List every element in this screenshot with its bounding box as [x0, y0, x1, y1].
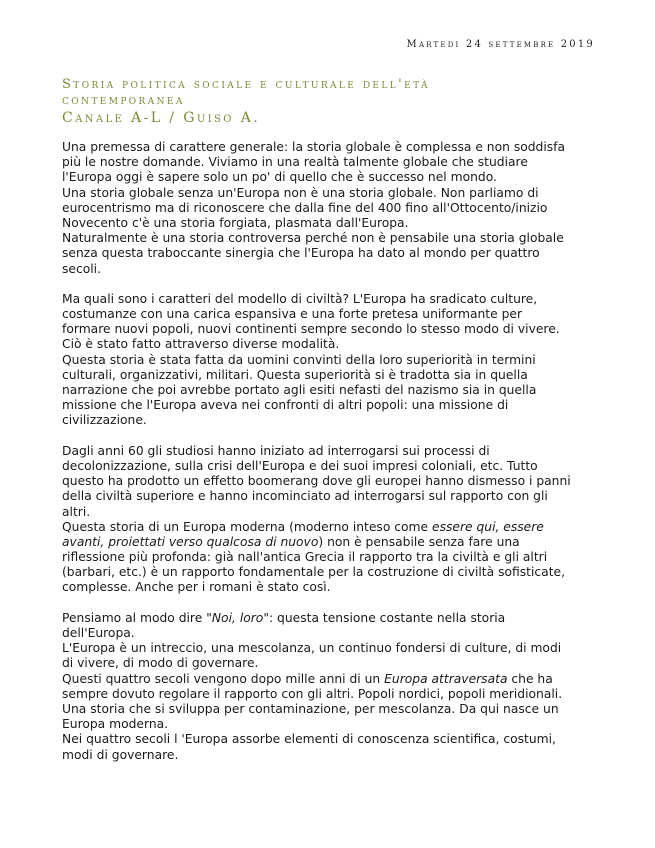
text-line: narrazione che poi avrebbe portato agli esiti nefasti del nazismo sia in quella	[62, 383, 537, 397]
text-line: Una storia che si sviluppa per contaminazione, per mescolanza. Da qui nasce un	[62, 701, 559, 716]
text-line: Europa moderna.	[62, 717, 169, 732]
text-line: Ciò è stato fatto attraverso diverse modalità.	[62, 337, 340, 352]
text-line: dell'Europa.	[62, 626, 135, 640]
course-title-line-1: Storia politica sociale e culturale dell'età	[62, 77, 430, 92]
title-block	[62, 77, 602, 127]
paragraph-gap	[62, 596, 602, 611]
text-line: missione che l'Europa aveva nei confronti di altri popoli: una missione di	[62, 398, 509, 413]
course-subtitle: Canale A-L / Guiso A.	[62, 110, 261, 126]
text-segment: Pensiamo al modo dire "	[62, 610, 212, 625]
paragraph-1	[62, 140, 602, 277]
body-text	[62, 140, 602, 763]
text-line: eurocentrismo ma di riconoscere che dalla fine del 400 fino all'Ottocento/inizio	[62, 200, 548, 215]
paragraph-gap	[62, 429, 602, 444]
text-line: l'Europa oggi è sapere solo un po' di quello che è successo nel mondo.	[62, 170, 497, 185]
text-line: secoli.	[62, 261, 101, 276]
text-line-mixed	[62, 535, 602, 550]
paragraph-2	[62, 292, 602, 429]
text-line: costumanze con una carica espansiva e una forte pretesa uniformante per	[62, 307, 523, 322]
text-line: Nei quattro secoli l 'Europa assorbe elementi di conoscenza scientifica, costumi,	[62, 732, 556, 747]
text-line: della civiltà superiore e hanno incominciato ad interrogarsi sul rapporto con gli	[62, 489, 548, 504]
text-line-mixed	[62, 672, 602, 687]
text-line: culturali, organizzativi, militari. Questa superiorità si è tradotta sia in quella	[62, 367, 528, 382]
text-line: complesse. Anche per i romani è stato così.	[62, 580, 331, 595]
italic-phrase: Europa attraversata	[384, 671, 508, 686]
text-line: modi di governare.	[62, 747, 179, 762]
text-line: formare nuovi popoli, nuovi continenti sempre secondo lo stesso modo di vivere.	[62, 322, 560, 337]
text-line: Ma quali sono i caratteri del modello di civiltà? L'Europa ha sradicato culture,	[62, 291, 538, 306]
text-line: di vivere, di modo di governare.	[62, 656, 259, 671]
text-line: L'Europa è un intreccio, una mescolanza, un continuo fondersi di culture, di modi	[62, 641, 562, 656]
text-line: sempre dovuto regolare il rapporto con gli altri. Popoli nordici, popoli meridionali.	[62, 686, 563, 701]
text-line: senza questa traboccante sinergia che l'Europa ha dato al mondo per quattro	[62, 246, 540, 261]
text-segment: ": questa tensione costante nella storia	[263, 610, 506, 625]
text-line: più le nostre domande. Viviamo in una realtà talmente globale che studiare	[62, 155, 528, 170]
text-line: civilizzazione.	[62, 413, 147, 428]
text-segment: che ha	[507, 671, 553, 686]
italic-phrase: avanti, proiettati verso qualcosa di nuovo	[62, 534, 319, 549]
text-line: decolonizzazione, sulla crisi dell'Europa e dei suoi impresi coloniali, etc. Tutto	[62, 458, 538, 473]
text-line: Una premessa di carattere generale: la storia globale è complessa e non soddisfa	[62, 140, 566, 154]
text-line: Naturalmente è una storia controversa perché non è pensabile una storia globale	[62, 231, 564, 246]
text-segment: Questa storia di un Europa moderna (moderno inteso come	[62, 519, 432, 534]
text-line: Dagli anni 60 gli studiosi hanno iniziato ad interrogarsi sui processi di	[62, 443, 490, 458]
text-line: Una storia globale senza un'Europa non è una storia globale. Non parliamo di	[62, 185, 539, 200]
text-line: Novecento c'è una storia forgiata, plasmata dall'Europa.	[62, 215, 409, 230]
text-line-mixed	[62, 611, 602, 626]
paragraph-gap	[62, 277, 602, 292]
paragraph-4	[62, 611, 602, 763]
text-line: altri.	[62, 504, 91, 519]
italic-phrase: essere qui, essere	[432, 519, 544, 534]
course-title-line-2: contemporanea	[62, 93, 185, 108]
italic-phrase: Noi, loro	[211, 610, 264, 625]
paragraph-3	[62, 444, 602, 596]
text-line-mixed	[62, 520, 602, 535]
page-date: Martedi 24 settembre 2019	[406, 39, 595, 50]
text-segment: Questi quattro secoli vengono dopo mille anni di un	[62, 671, 385, 686]
text-line: Questa storia è stata fatta da uomini convinti della loro superiorità in termini	[62, 352, 536, 367]
text-line: riflessione più profonda: già nall'antica Grecia il rapporto tra la civiltà e gli altri	[62, 550, 548, 565]
text-line: (barbari, etc.) è un rapporto fondamentale per la costruzione di civiltà sofisticate,	[62, 565, 565, 580]
text-line: questo ha prodotto un effetto boomerang dove gli europei hanno dismesso i panni	[62, 474, 571, 489]
text-segment: ) non è pensabile senza fare una	[318, 534, 520, 549]
